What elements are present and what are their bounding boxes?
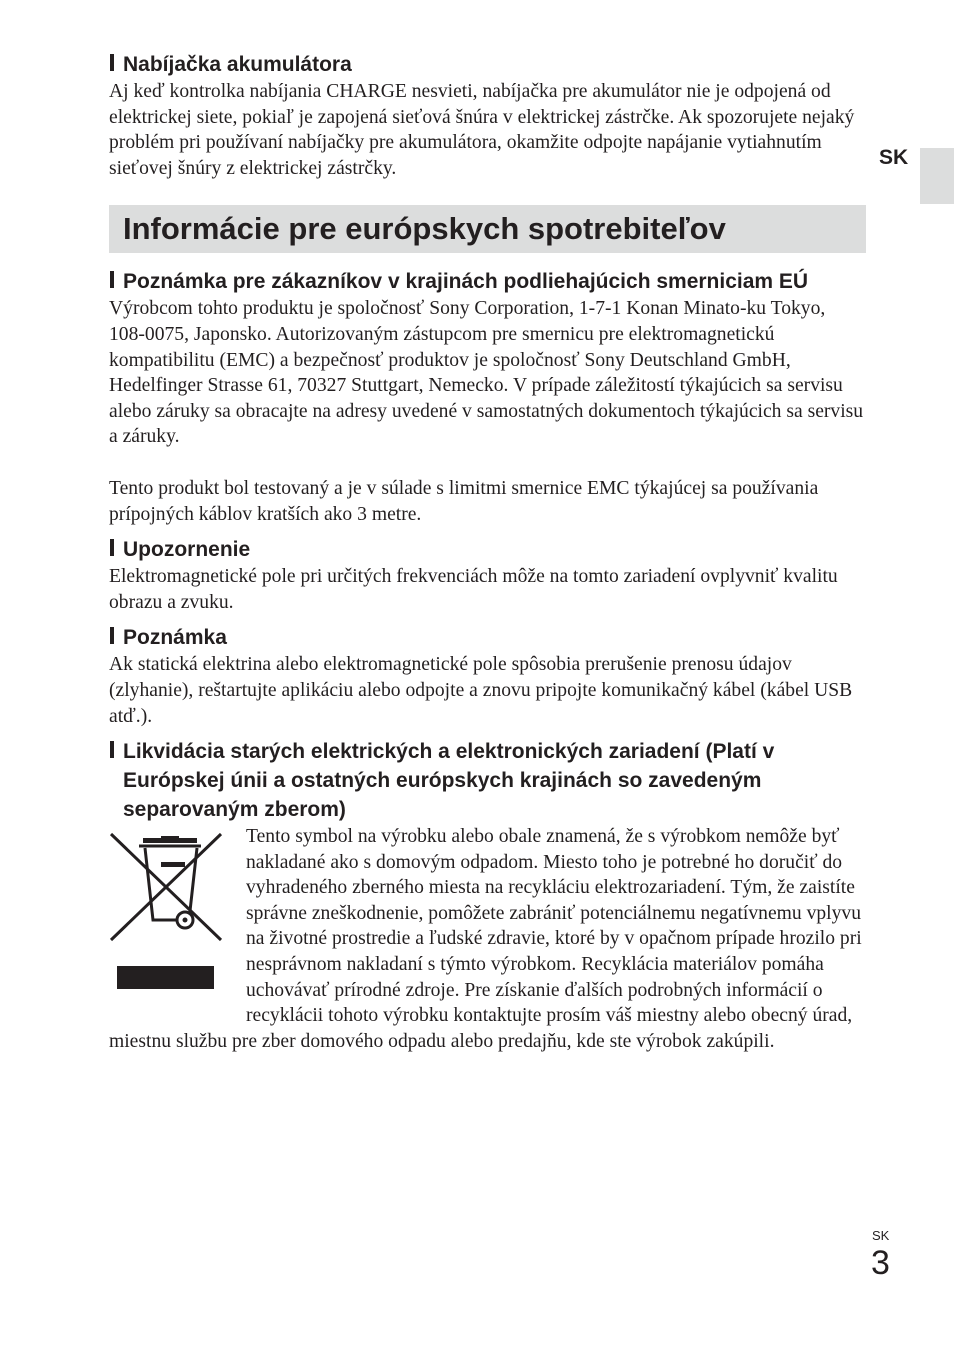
warning-heading-text: Upozornenie — [123, 538, 251, 562]
charger-heading — [109, 50, 866, 79]
heading-marker — [110, 741, 114, 758]
heading-marker — [110, 539, 114, 556]
crossed-out-wheelie-bin-icon — [109, 828, 246, 1006]
notice-text-2: Tento produkt bol testovaný a je v súlade s limitmi smernice EMC týkajúcej sa používania prípojných káblov kratších ako 3 metre. — [109, 477, 819, 525]
disposal-text: Tento symbol na výrobku alebo obale znamená, že s výrobkom nemôže byť nakladané ako s domovým odpadom. Miesto toho je potrebné ho doručiť do vyhradeného zberného miesta na recykláciu elektrozariadení. Tým, že zaistíte správne zneškodnenie, pomôžete zabrániť potenciálnemu negatívnemu vplyvu na životné prostredie a ľudské zdravie, ktoré by v opačnom prípade hrozilo pri nesprávnom nakladaní s týmto výrobkom. Recyklácia materiálov pomáha uchovávať prírodné zdroje. Pre získanie ďalších podrobných informácií o recyklácii tohoto výrobku kontaktujte prosím váš miestny alebo obecný úrad, miestnu službu pre zber domového odpadu alebo predajňu, kde ste výrobok zakúpili. — [109, 826, 862, 1052]
warning-text: Elektromagnetické pole pri určitých frekvenciách môže na tomto zariadení ovplyvniť kvalitu obrazu a zvuku. — [109, 566, 838, 613]
note-heading-text: Poznámka — [123, 626, 227, 650]
footer-language: SK — [872, 1228, 890, 1243]
heading-marker — [110, 54, 114, 71]
main-title: Informácie pre európskych spotrebiteľov — [109, 205, 866, 253]
page-number: 3 — [871, 1244, 890, 1282]
notice-heading — [109, 267, 866, 296]
charger-heading-text: Nabíjačka akumulátora — [123, 53, 352, 76]
disposal-heading-text: Likvidácia starých elektrických a elektronických zariadení (Platí v Európskej únii a ostatných európskych krajinách so zavedeným separovaným zberom) — [123, 740, 775, 822]
disposal-section — [109, 824, 866, 1054]
heading-marker — [110, 271, 114, 288]
heading-marker — [110, 627, 114, 644]
notice-text-1: Výrobcom tohto produktu je spoločnosť Sony Corporation, 1-7-1 Konan Minato-ku Tokyo, 108-0075, Japonsko. Autorizovaným zástupcom pre smernicu pre elektromagnetickú kompatibilitu (EMC) a bezpečnosť produktov je spoločnosť Sony Deutschland GmbH, Hedelfinger Strasse 61, 70327 Stuttgart, Nemecko. V prípade záležitostí týkajúcich sa servisu alebo záruky sa obracajte na adresy uvedené v samostatných dokumentoch týkajúcich sa servisu a záruky. — [109, 298, 864, 448]
disposal-heading — [109, 737, 866, 824]
language-tab — [920, 148, 954, 204]
charger-text: Aj keď kontrolka nabíjania CHARGE nesvieti, nabíjačka pre akumulátor nie je odpojená od elektrickej siete, pokiaľ je zapojená sieťová šnúra v elektrickej zástrčke. Ak spozorujete nejaký problém pri používaní nabíjačky pre akumulátora, okamžite odpojte napájanie vytiahnutím sieťovej šnúry z elektrickej zástrčky. — [109, 81, 855, 179]
warning-heading — [109, 535, 866, 564]
language-tab-label: SK — [879, 146, 909, 169]
note-text: Ak statická elektrina alebo elektromagnetické pole spôsobia prerušenie prenosu údajov (zlyhanie), reštartujte aplikáciu alebo odpojte a znovu pripojte komunikačný kábel (kábel USB atď.). — [109, 654, 853, 727]
page-content — [109, 50, 866, 1054]
notice-heading-text: Poznámka pre zákazníkov v krajinách podliehajúcich smerniciam EÚ — [123, 270, 809, 294]
note-heading — [109, 623, 866, 652]
